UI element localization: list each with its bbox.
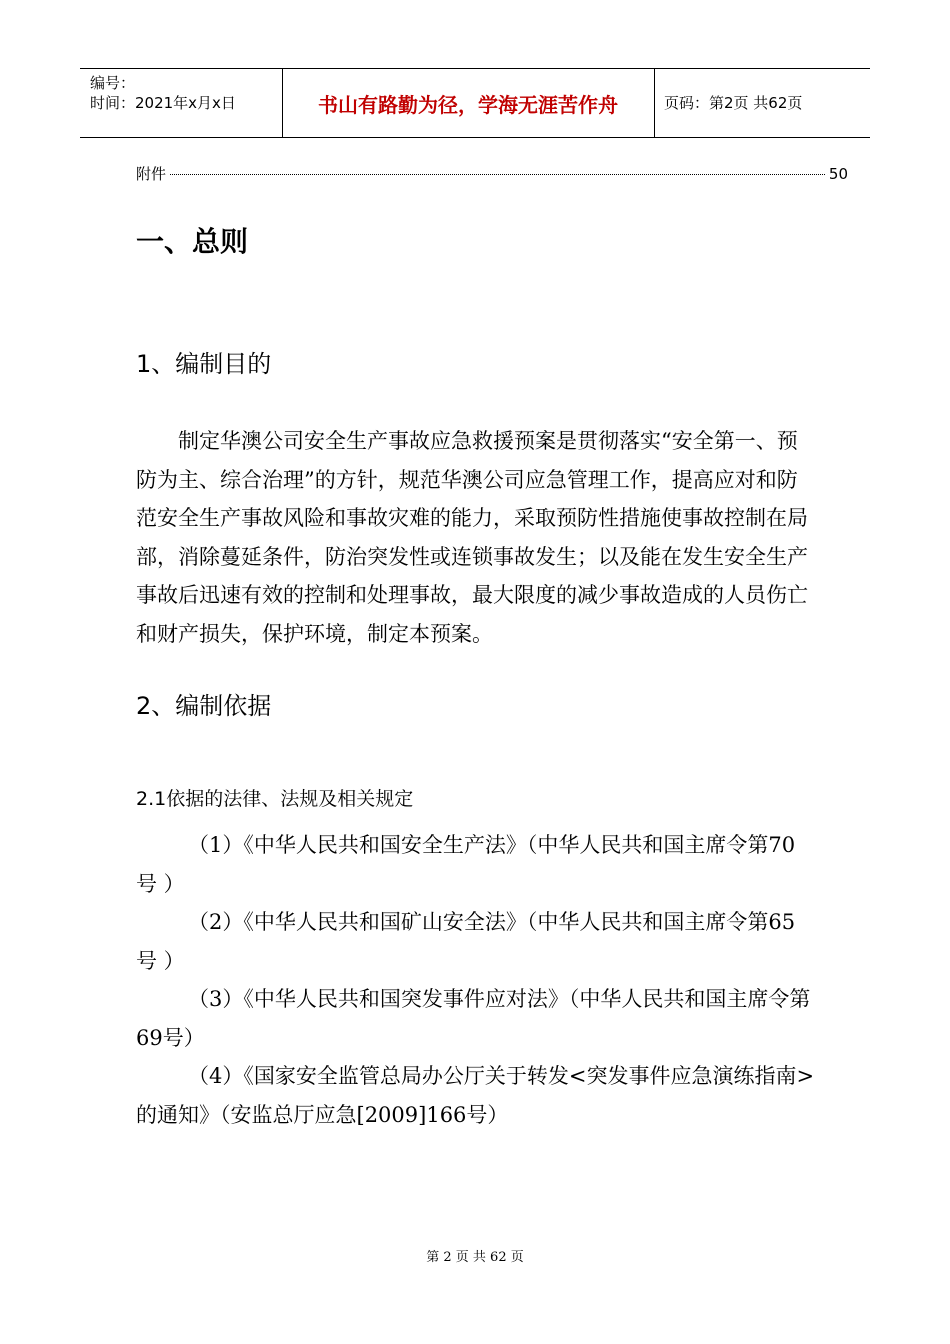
toc-entry-page: 50: [828, 165, 848, 183]
toc-entry-label: 附件: [136, 165, 167, 183]
law-list-item: （1）《中华人民共和国安全生产法》（中华人民共和国主席令第70号 ）: [136, 833, 796, 896]
page-footer: 第 2 页 共 62 页: [426, 1250, 524, 1265]
sub-subsection-heading-laws: 2.1依据的法律、法规及相关规定: [136, 788, 414, 810]
subsection-heading-basis: 2、编制依据: [136, 692, 272, 720]
purpose-paragraph: 制定华澳公司安全生产事故应急救援预案是贯彻落实“安全第一、预防为主、综合治理”的方针，规范华澳公司应急管理工作，提高应对和防范安全生产事故风险和事故灾难的能力，采取预防性措施使事故控制在局部，消除蔓延条件，防治突发性或连锁事故发生；以及能在发生安全生产事故后迅速有效的控制和处理事故，最大限度的减少事故造成的人员伤亡和财产损失，保护环境，制定本预案。: [136, 429, 808, 646]
header-motto: 书山有路勤为径，学海无涯苦作舟: [318, 92, 618, 117]
header-divider: [654, 69, 655, 137]
toc-entry[interactable]: [136, 163, 848, 183]
law-list-item: （2）《中华人民共和国矿山安全法》（中华人民共和国主席令第65号 ）: [136, 910, 796, 973]
law-list-item: （3）《中华人民共和国突发事件应对法》（中华人民共和国主席令第69号）: [136, 987, 811, 1050]
toc-leader-dots: [170, 174, 825, 175]
page-header: [80, 68, 870, 138]
section-heading: 一、总则: [136, 225, 249, 258]
date-line: 时间：2021年x月x日: [90, 94, 236, 112]
header-page-info: 页码：第2页 共62页: [664, 94, 803, 112]
header-left: [90, 73, 236, 113]
subsection-heading-purpose: 1、编制目的: [136, 350, 272, 378]
law-list-item: （4）《国家安全监管总局办公厅关于转发<突发事件应急演练指南>的通知》（安监总厅应急[2009]166号）: [136, 1064, 815, 1127]
serial-label: 编号：: [90, 74, 136, 92]
